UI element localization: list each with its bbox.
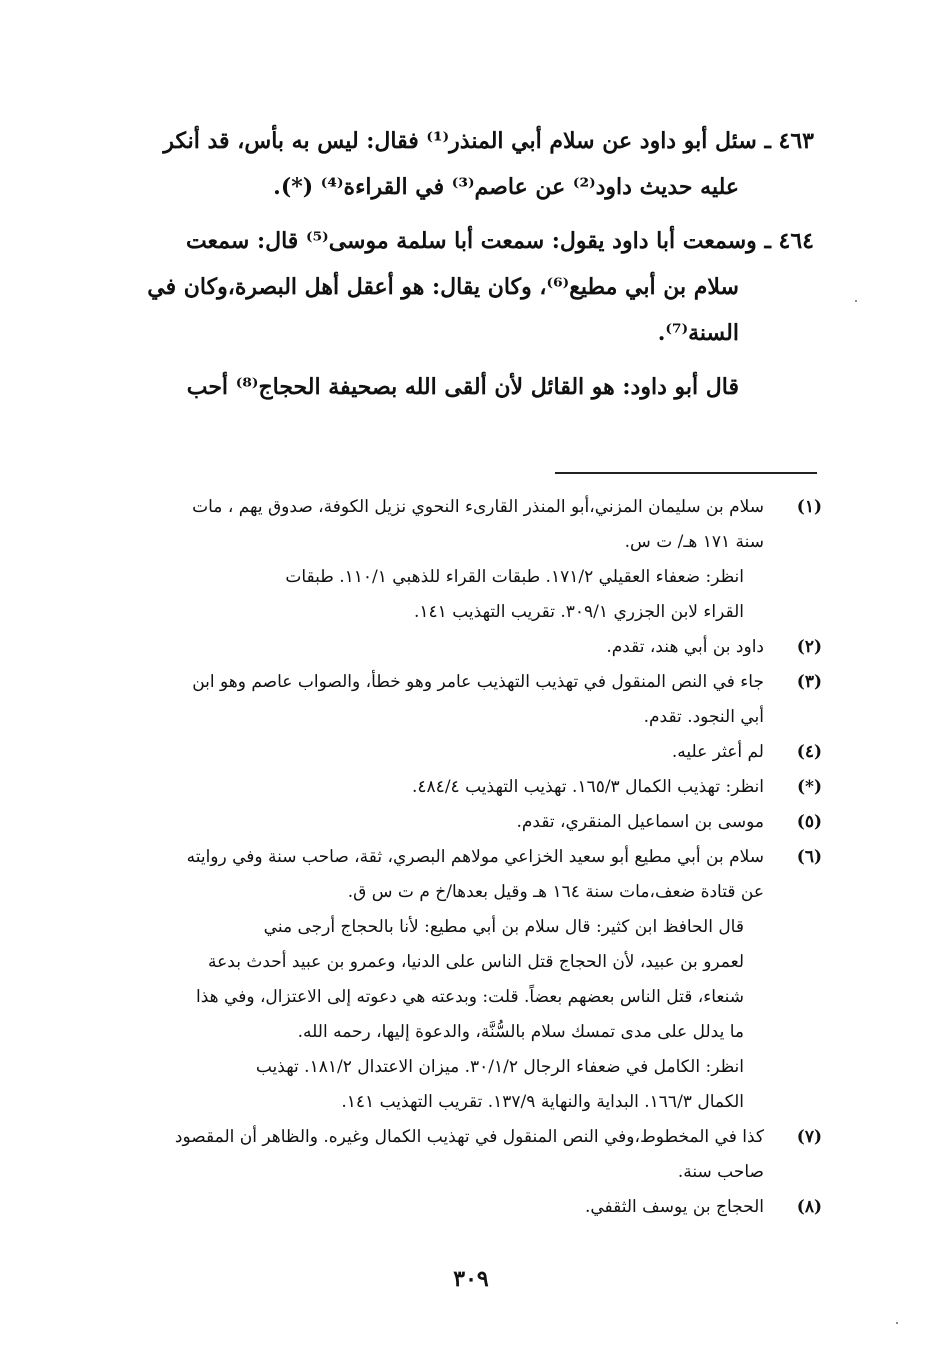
footnote-line: جاء في النص المنقول في تهذيب التهذيب عامر وهو خطأ، والصواب عاصم وهو ابن [192, 672, 764, 692]
footnote-label: (٦) [796, 847, 822, 867]
footnote-line: أبي النجود. تقدم. [643, 707, 764, 727]
entry-line: عليه حديث داود⁽²⁾ عن عاصم⁽³⁾ في القراءة⁽⁴⁾ (*). [273, 174, 739, 200]
footnote [122, 1190, 822, 1225]
footnote-label: (٨) [796, 1197, 822, 1217]
footnote-line: داود بن أبي هند، تقدم. [606, 637, 764, 657]
footnote-line: سلام بن سليمان المزني،أبو المنذر القارىء النحوي نزيل الكوفة، صدوق يهم ، مات [192, 497, 764, 517]
entry-number: ٤٦٣ ـ [764, 128, 814, 154]
footnote-label: (١) [796, 497, 822, 517]
footnote [122, 735, 822, 770]
footnote-line: صاحب سنة. [677, 1162, 764, 1182]
footnote-line: لم أعثر عليه. [671, 742, 764, 762]
footnote-label: (٣) [796, 672, 822, 692]
footnote-subline: انظر: ضعفاء العقيلي ١٧١/٢. طبقات القراء للذهبي ١١٠/١. طبقات [285, 567, 744, 587]
footnote [122, 1120, 822, 1190]
footnote-body [122, 770, 764, 805]
entry-line [124, 118, 814, 164]
footnote-body [122, 840, 764, 1120]
footnote-line: سنة ١٧١ هـ/ ت س. [624, 532, 764, 552]
footnote-line: موسى بن اسماعيل المنقري، تقدم. [516, 812, 764, 832]
entry-text: وسمعت أبا داود يقول: سمعت أبا سلمة موسى⁽⁵⁾ قال: سمعت [185, 228, 757, 254]
entry-464 [124, 218, 814, 356]
footnote [122, 490, 822, 630]
footnote-subline: الكمال ١٦٦/٣. البداية والنهاية ١٣٧/٩. تقريب التهذيب ١٤١. [341, 1092, 744, 1112]
entry-text: سئل أبو داود عن سلام أبي المنذر⁽¹⁾ فقال: ليس به بأس، قد أنكر [163, 128, 757, 154]
entry-line: السنة⁽⁷⁾. [657, 320, 739, 346]
footnote-body [122, 805, 764, 840]
footnote [122, 840, 822, 1120]
main-text [124, 118, 814, 410]
footnote-subline: القراء لابن الجزري ٣٠٩/١. تقريب التهذيب ١٤١. [414, 602, 744, 622]
footnote-label: (*) [797, 777, 822, 797]
footnote-label: (٥) [796, 812, 822, 832]
footnotes [122, 490, 822, 1225]
footnote-body [122, 1120, 764, 1190]
footnote-label: (٢) [796, 637, 822, 657]
footnote-line: كذا في المخطوط،وفي النص المنقول في تهذيب الكمال وغيره. والظاهر أن المقصود [174, 1127, 764, 1147]
closing-paragraph: قال أبو داود: هو القائل لأن ألقى الله بصحيفة الحجاج⁽⁸⁾ أحب [186, 374, 739, 400]
footnote-label: (٤) [796, 742, 822, 762]
footnote-label: (٧) [796, 1127, 822, 1147]
footnote-subline: قال الحافظ ابن كثير: قال سلام بن أبي مطيع: لأنا بالحجاج أرجى مني [263, 917, 744, 937]
footnote-line: انظر: تهذيب الكمال ١٦٥/٣. تهذيب التهذيب ٤٨٤/٤. [412, 777, 764, 797]
scan-speck [896, 1322, 898, 1324]
footnote [122, 665, 822, 735]
footnote-line: عن قتادة ضعف،مات سنة ١٦٤ هـ وقيل بعدها/خ م ت س ق. [347, 882, 764, 902]
footnote [122, 630, 822, 665]
entry-line: سلام بن أبي مطيع⁽⁶⁾، وكان يقال: هو أعقل أهل البصرة،وكان في [147, 274, 739, 300]
page-number: ٣٠٩ [453, 1266, 489, 1292]
footnote-body [122, 1190, 764, 1225]
footnote-body [122, 665, 764, 735]
entry-463 [124, 118, 814, 210]
footnote-body [122, 735, 764, 770]
footnote-subline: لعمرو بن عبيد، لأن الحجاج قتل الناس على الدنيا، وعمرو بن عبيد أحدث بدعة [208, 952, 744, 972]
footnote-line: الحجاج بن يوسف الثقفي. [584, 1197, 764, 1217]
footnote-separator [555, 472, 817, 474]
scan-speck [855, 300, 857, 302]
entry-number: ٤٦٤ ـ [764, 228, 814, 254]
footnote-body [122, 490, 764, 630]
footnote-subline: ما يدلل على مدى تمسك سلام بالسُّنَّة، والدعوة إليها، رحمه الله. [297, 1022, 744, 1042]
footnote-subline: شنعاء، قتل الناس بعضهم بعضاً. قلت: وبدعته هي دعوته إلى الاعتزال، وفي هذا [196, 987, 744, 1007]
footnote [122, 770, 822, 805]
footnote [122, 805, 822, 840]
footnote-body [122, 630, 764, 665]
footnote-subline: انظر: الكامل في ضعفاء الرجال ٣٠/١/٢. ميزان الاعتدال ١٨١/٢. تهذيب [255, 1057, 744, 1077]
entry-line [124, 218, 814, 264]
footnote-line: سلام بن أبي مطيع أبو سعيد الخزاعي مولاهم البصري، ثقة، صاحب سنة وفي روايته [186, 847, 764, 867]
